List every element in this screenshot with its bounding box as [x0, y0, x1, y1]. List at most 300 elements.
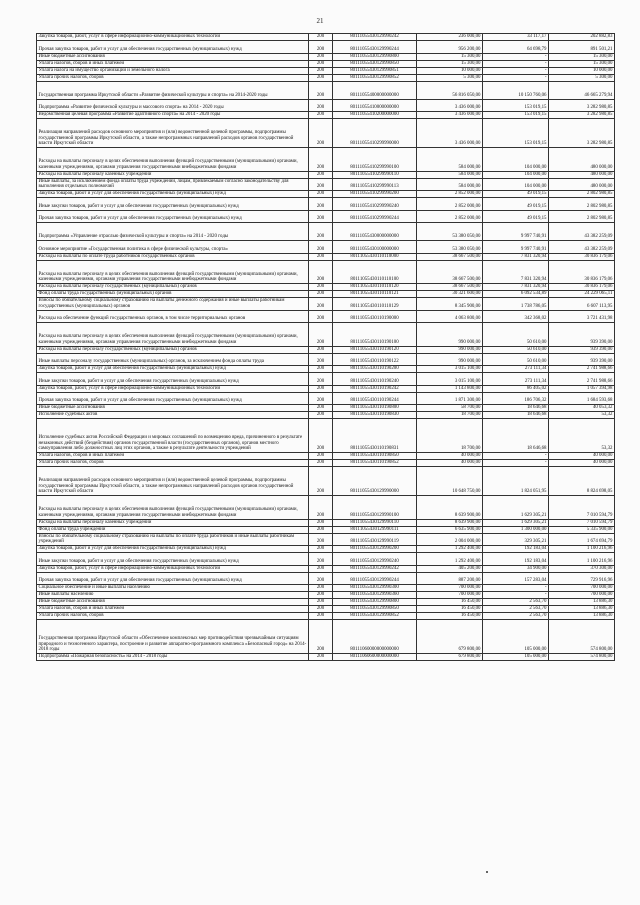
table-row — [37, 419, 615, 453]
table-row — [37, 298, 615, 311]
row-budget-code: 80111055430129990300 — [333, 585, 417, 592]
row-executed-amount: 34 900,00 — [483, 565, 549, 572]
row-executed-amount: 192 183,04 — [483, 546, 549, 553]
table-row — [37, 41, 615, 54]
row-approved-amount: 2 852 000,00 — [417, 191, 483, 198]
row-name: Исполнение судебных актов — [37, 412, 309, 419]
row-unexecuted-amount: 480 000,00 — [549, 178, 615, 191]
row-unexecuted-amount: 13 886,30 — [549, 613, 615, 620]
row-name: Расходы на выплаты по оплате труда работников государственных органов — [37, 253, 309, 260]
row-name: Реализация направлений расходов основного мероприятия и (или) ведомственной целевой программы, подпрограммы государственной программы Иркутской области, а также непрограммных направлений расходов органов государственной власти Иркутской области — [37, 119, 309, 148]
row-grbs-code: 200 — [309, 291, 333, 298]
row-unexecuted-amount: 3 721 431,98 — [549, 310, 615, 323]
table-row — [37, 74, 615, 81]
row-grbs-code: 200 — [309, 496, 333, 520]
row-budget-code: 80111055430110110120 — [333, 284, 417, 291]
row-name: Закупка товаров, работ, услуг в сфере информационно-коммуникационных технологий — [37, 385, 309, 392]
row-unexecuted-amount: 939 390,00 — [549, 346, 615, 353]
row-executed-amount: 7 831 320,94 — [483, 253, 549, 260]
row-executed-amount: - — [483, 592, 549, 599]
row-unexecuted-amount: 30 836 179,06 — [549, 253, 615, 260]
row-grbs-code: 200 — [309, 53, 333, 60]
row-grbs-code: 200 — [309, 178, 333, 191]
row-name: Расходы на выплаты персоналу государственных (муниципальных) органов — [37, 346, 309, 353]
row-unexecuted-amount: 40 053,32 — [549, 405, 615, 412]
row-approved-amount: 2 004 000,00 — [417, 533, 483, 546]
row-approved-amount: 990 000,00 — [417, 346, 483, 353]
row-executed-amount: 7 831 320,94 — [483, 260, 549, 284]
row-grbs-code: 200 — [309, 585, 333, 592]
row-name: Государственная программа Иркутской области «Развитие физической культуры и спорта» на 2014-2020 годы — [37, 81, 309, 99]
row-name: Взносы по обязательному социальному страхованию на выплаты по оплате труда работников и иные выплаты работникам учреждений — [37, 533, 309, 546]
row-approved-amount: 53 380 050,00 — [417, 223, 483, 241]
row-grbs-code: 200 — [309, 171, 333, 178]
row-executed-amount: 50 610,00 — [483, 323, 549, 347]
row-unexecuted-amount: 370 300,00 — [549, 565, 615, 572]
table-row — [37, 191, 615, 198]
table-row — [37, 284, 615, 291]
row-grbs-code: 200 — [309, 74, 333, 81]
scan-dot-mark — [486, 871, 488, 873]
row-approved-amount: 38 667 500,00 — [417, 284, 483, 291]
row-approved-amount: 990 000,00 — [417, 353, 483, 366]
row-grbs-code: 200 — [309, 467, 333, 496]
row-name: Исполнение судебных актов Российской Федерации и мировых соглашений по возмещению вреда, причиненного в результате незаконных действий (бездействия) органов государственной власти (государственных органов), органов местного самоуправления либо должностных лиц этих органов, а также в результате деятельности учреждений — [37, 419, 309, 453]
row-name: Уплата налогов, сборов и иных платежей — [37, 60, 309, 67]
row-budget-code: 80111055430129990244 — [333, 572, 417, 585]
row-unexecuted-amount: 2 802 980,85 — [549, 191, 615, 198]
row-name: Закупка товаров, работ, услуг в сфере информационно-коммуникационных технологий — [37, 565, 309, 572]
row-approved-amount: 16 450,00 — [417, 599, 483, 606]
row-unexecuted-amount: 8 824 698,05 — [549, 467, 615, 496]
row-grbs-code: 200 — [309, 353, 333, 366]
table-row — [37, 198, 615, 211]
row-grbs-code: 200 — [309, 298, 333, 311]
row-grbs-code: 200 — [309, 453, 333, 460]
row-budget-code: 80111055430110190850 — [333, 453, 417, 460]
row-grbs-code: 200 — [309, 599, 333, 606]
row-approved-amount: 3 436 000,00 — [417, 112, 483, 119]
row-approved-amount: 38 667 500,00 — [417, 253, 483, 260]
row-name: Прочая закупка товаров, работ и услуг для обеспечения государственных (муниципальных) нужд — [37, 210, 309, 223]
table-row — [37, 34, 615, 41]
row-unexecuted-amount: 2 741 988,66 — [549, 373, 615, 386]
row-name: Расходы на выплаты персоналу государственных (муниципальных) органов — [37, 284, 309, 291]
row-approved-amount: 3 015 100,00 — [417, 373, 483, 386]
row-name: Расходы на выплаты персоналу казенных учреждений — [37, 171, 309, 178]
row-approved-amount: 30 321 600,00 — [417, 291, 483, 298]
row-executed-amount: 104 000,00 — [483, 148, 549, 172]
table-row — [37, 654, 615, 661]
row-approved-amount: 6 635 900,00 — [417, 526, 483, 533]
row-approved-amount: 1 292 400,00 — [417, 553, 483, 566]
row-approved-amount: 1 292 400,00 — [417, 546, 483, 553]
row-name: Иные выплаты, за исключением фонда оплаты труда учреждений, лицам, привлекаемым согласно законодательству для выполнения отдельных полномочий — [37, 178, 309, 191]
row-budget-code: 80111055430100000000 — [333, 241, 417, 254]
row-grbs-code: 200 — [309, 241, 333, 254]
row-budget-code: 80111055430129990852 — [333, 613, 417, 620]
row-approved-amount: 10 648 750,00 — [417, 467, 483, 496]
table-row — [37, 353, 615, 366]
row-budget-code: 80111055430110190800 — [333, 405, 417, 412]
row-grbs-code: 200 — [309, 191, 333, 198]
row-grbs-code: 200 — [309, 526, 333, 533]
row-approved-amount: 405 200,00 — [417, 565, 483, 572]
row-name: Расходы на выплаты персоналу в целях обеспечения выполнения функций государственными (муниципальными) органами, казенными учреждениями, органами управления государственными внебюджетными фондами — [37, 496, 309, 520]
row-executed-amount: 9 997 740,91 — [483, 223, 549, 241]
row-name: Расходы на выплаты персоналу казенных учреждений — [37, 519, 309, 526]
row-unexecuted-amount: 202 882,83 — [549, 34, 615, 41]
row-unexecuted-amount: 53,32 — [549, 412, 615, 419]
row-approved-amount: 16 450,00 — [417, 606, 483, 613]
row-grbs-code: 200 — [309, 654, 333, 661]
row-budget-code: 80111055410299990113 — [333, 178, 417, 191]
row-name: Прочая закупка товаров, работ и услуг для обеспечения государственных (муниципальных) нужд — [37, 572, 309, 585]
row-unexecuted-amount: 2 802 980,85 — [549, 198, 615, 211]
table-row — [37, 606, 615, 613]
row-unexecuted-amount: 24 229 065,11 — [549, 291, 615, 298]
row-executed-amount: 104 000,00 — [483, 178, 549, 191]
row-budget-code: 80111055430129990851 — [333, 67, 417, 74]
row-approved-amount: 584 000,00 — [417, 171, 483, 178]
row-executed-amount: 6 092 534,89 — [483, 291, 549, 298]
table-row — [37, 526, 615, 533]
table-row — [37, 60, 615, 67]
row-executed-amount: 86 405,02 — [483, 385, 549, 392]
row-approved-amount: 887 200,00 — [417, 572, 483, 585]
table-row — [37, 119, 615, 148]
row-name: Закупка товаров, работ, услуг в сфере информационно-коммуникационных технологий — [37, 34, 309, 41]
row-executed-amount: 18 646,68 — [483, 405, 549, 412]
row-name: Основное мероприятие «Государственная политика в сфере физической культуры, спорта» — [37, 241, 309, 254]
row-executed-amount: 7 831 320,94 — [483, 284, 549, 291]
row-name: Уплата налогов, сборов и иных платежей — [37, 453, 309, 460]
table-row — [37, 613, 615, 620]
row-name: Реализация направлений расходов основного мероприятия и (или) ведомственной целевой программы, подпрограммы государственной программы Иркутской области, а также непрограммных направлений расходов органов государственной власти Иркутской области — [37, 467, 309, 496]
row-grbs-code: 200 — [309, 253, 333, 260]
row-grbs-code: 200 — [309, 346, 333, 353]
row-approved-amount: 18 700,00 — [417, 412, 483, 419]
row-executed-amount: 18 646,68 — [483, 419, 549, 453]
row-name: Подпрограмма «Управление отраслью физической культуры и спорта» на 2014 - 2020 годы — [37, 223, 309, 241]
row-grbs-code: 200 — [309, 119, 333, 148]
row-unexecuted-amount: 700 000,00 — [549, 585, 615, 592]
row-budget-code: 80111055430129990000 — [333, 467, 417, 496]
row-budget-code: 80111055430110190830 — [333, 412, 417, 419]
row-executed-amount: - — [483, 53, 549, 60]
row-name: Ведомственная целевая программа «Развитие адаптивного спорта» на 2014 - 2020 годы — [37, 112, 309, 119]
row-budget-code: 80111055430129990850 — [333, 606, 417, 613]
table-row — [37, 310, 615, 323]
row-unexecuted-amount: 3 282 980,85 — [549, 99, 615, 112]
row-grbs-code: 200 — [309, 148, 333, 172]
page-number: 21 — [316, 17, 324, 25]
row-approved-amount: 58 700,00 — [417, 405, 483, 412]
row-grbs-code: 200 — [309, 592, 333, 599]
row-unexecuted-amount: 13 886,30 — [549, 599, 615, 606]
row-approved-amount: 3 015 100,00 — [417, 366, 483, 373]
row-executed-amount: 50 610,00 — [483, 353, 549, 366]
row-budget-code: 80111060000000000000 — [333, 620, 417, 654]
row-approved-amount: 584 000,00 — [417, 148, 483, 172]
row-executed-amount: 33 117,17 — [483, 34, 549, 41]
row-name: Закупка товаров, работ и услуг для обеспечения государственных (муниципальных) нужд — [37, 191, 309, 198]
row-name: Расходы на выплаты персоналу в целях обеспечения выполнения функций государственными (муниципальными) органами, казенными учреждениями, органами управления государственными внебюджетными фондами — [37, 148, 309, 172]
row-name: Иные выплаты населению — [37, 592, 309, 599]
row-executed-amount: 153 019,15 — [483, 112, 549, 119]
row-unexecuted-amount: 574 800,00 — [549, 654, 615, 661]
row-grbs-code: 200 — [309, 81, 333, 99]
row-executed-amount: 1 629 305,21 — [483, 519, 549, 526]
row-approved-amount: 40 000,00 — [417, 453, 483, 460]
row-executed-amount: 186 706,32 — [483, 392, 549, 405]
row-unexecuted-amount: 40 000,00 — [549, 460, 615, 467]
row-unexecuted-amount: 15 300,00 — [549, 53, 615, 60]
row-approved-amount: 1 143 800,00 — [417, 385, 483, 392]
row-unexecuted-amount: 7 010 594,79 — [549, 519, 615, 526]
row-name: Расходы на выплаты персоналу в целях обеспечения выполнения функций государственными (муниципальными) органами, казенными учреждениями, органами управления государственными внебюджетными фондами — [37, 260, 309, 284]
row-budget-code: 80111055430129990240 — [333, 553, 417, 566]
row-unexecuted-amount: 939 390,00 — [549, 353, 615, 366]
row-name: Уплата прочих налогов, сборов — [37, 613, 309, 620]
row-name: Уплата прочих налогов, сборов — [37, 74, 309, 81]
row-approved-amount: 16 450,00 — [417, 613, 483, 620]
row-budget-code: 80111055430129990242 — [333, 565, 417, 572]
row-unexecuted-amount: 7 010 594,79 — [549, 496, 615, 520]
row-budget-code: 80111055430000000000 — [333, 223, 417, 241]
row-grbs-code: 200 — [309, 460, 333, 467]
row-executed-amount: - — [483, 460, 549, 467]
row-approved-amount: 38 667 500,00 — [417, 260, 483, 284]
row-approved-amount: 56 816 050,00 — [417, 81, 483, 99]
row-executed-amount: 1 738 786,05 — [483, 298, 549, 311]
table-row — [37, 223, 615, 241]
table-row — [37, 546, 615, 553]
row-grbs-code: 200 — [309, 419, 333, 453]
row-executed-amount: 1 629 305,21 — [483, 496, 549, 520]
row-budget-code: 80111055430110110129 — [333, 298, 417, 311]
row-unexecuted-amount: 1 100 216,96 — [549, 553, 615, 566]
row-unexecuted-amount: 1 684 593,68 — [549, 392, 615, 405]
row-budget-code: 80111055430110190852 — [333, 460, 417, 467]
row-grbs-code: 200 — [309, 210, 333, 223]
row-executed-amount: 1 824 051,95 — [483, 467, 549, 496]
row-budget-code: 80111055410299990110 — [333, 171, 417, 178]
table-row — [37, 585, 615, 592]
row-budget-code: 80111060600000000000 — [333, 654, 417, 661]
row-executed-amount: - — [483, 67, 549, 74]
row-grbs-code: 200 — [309, 198, 333, 211]
row-grbs-code: 200 — [309, 533, 333, 546]
row-approved-amount: 53 380 050,00 — [417, 241, 483, 254]
row-budget-code: 80111055430129990850 — [333, 60, 417, 67]
row-unexecuted-amount: 5 335 900,00 — [549, 526, 615, 533]
row-name: Фонд оплаты труда государственных (муниципальных) органов — [37, 291, 309, 298]
row-executed-amount: 273 111,34 — [483, 373, 549, 386]
table-row — [37, 412, 615, 419]
row-grbs-code: 200 — [309, 412, 333, 419]
row-budget-code: 80111055430110190122 — [333, 353, 417, 366]
row-unexecuted-amount: 2 802 980,85 — [549, 210, 615, 223]
row-unexecuted-amount: 1 100 216,96 — [549, 546, 615, 553]
row-name: Уплата прочих налогов, сборов — [37, 460, 309, 467]
table-row — [37, 253, 615, 260]
row-name: Расходы на обеспечение функций государственных органов, в том числе территориальных органов — [37, 310, 309, 323]
row-executed-amount: 2 563,70 — [483, 606, 549, 613]
row-approved-amount: 3 436 000,00 — [417, 119, 483, 148]
table-row — [37, 519, 615, 526]
row-unexecuted-amount: 6 607 113,95 — [549, 298, 615, 311]
row-budget-code: 80111055430129990800 — [333, 53, 417, 60]
row-name: Уплата налога на имущество организаций и земельного налога — [37, 67, 309, 74]
table-row — [37, 323, 615, 347]
table-row — [37, 460, 615, 467]
row-unexecuted-amount: 939 390,00 — [549, 323, 615, 347]
row-budget-code: 80111055430110190120 — [333, 346, 417, 353]
row-executed-amount: 157 283,04 — [483, 572, 549, 585]
row-unexecuted-amount: 3 282 980,85 — [549, 112, 615, 119]
row-executed-amount: 192 183,04 — [483, 553, 549, 566]
row-name: Взносы по обязательному социальному страхованию на выплаты денежного содержания и иные выплаты работникам государственных (муниципальных) органов — [37, 298, 309, 311]
row-unexecuted-amount: 480 000,00 — [549, 171, 615, 178]
row-approved-amount: 2 852 000,00 — [417, 198, 483, 211]
row-name: Иные закупки товаров, работ и услуг для обеспечения государственных (муниципальных) нужд — [37, 373, 309, 386]
row-grbs-code: 200 — [309, 323, 333, 347]
row-budget-code: 80111055410299990244 — [333, 210, 417, 223]
row-budget-code: 80111055410200000000 — [333, 112, 417, 119]
row-grbs-code: 200 — [309, 565, 333, 572]
row-executed-amount: 2 563,70 — [483, 599, 549, 606]
table-row — [37, 291, 615, 298]
row-approved-amount: 40 000,00 — [417, 460, 483, 467]
row-name: Уплата налогов, сборов и иных платежей — [37, 606, 309, 613]
row-unexecuted-amount: 43 382 259,09 — [549, 223, 615, 241]
row-unexecuted-amount: 700 000,00 — [549, 592, 615, 599]
row-executed-amount: 9 997 740,91 — [483, 241, 549, 254]
table-row — [37, 346, 615, 353]
row-approved-amount: 8 639 900,00 — [417, 496, 483, 520]
row-budget-code: 80111055430129990244 — [333, 41, 417, 54]
table-row — [37, 67, 615, 74]
table-row — [37, 620, 615, 654]
table-row — [37, 405, 615, 412]
row-executed-amount: 18 646,68 — [483, 412, 549, 419]
row-name: Фонд оплаты труда учреждений — [37, 526, 309, 533]
row-approved-amount: 15 300,00 — [417, 53, 483, 60]
row-budget-code: 80111055430110110000 — [333, 253, 417, 260]
row-budget-code: 80111055430110110100 — [333, 260, 417, 284]
table-row — [37, 260, 615, 284]
row-grbs-code: 200 — [309, 366, 333, 373]
row-approved-amount: 4 063 800,00 — [417, 310, 483, 323]
row-budget-code: 80111055410299990240 — [333, 198, 417, 211]
row-executed-amount: 10 150 760,06 — [483, 81, 549, 99]
table-row — [37, 565, 615, 572]
table-row — [37, 467, 615, 496]
row-approved-amount: 584 000,00 — [417, 178, 483, 191]
row-name: Иные выплаты персоналу государственных (муниципальных) органов, за исключением фонда оплаты труда — [37, 353, 309, 366]
row-name: Иные бюджетные ассигнования — [37, 53, 309, 60]
row-grbs-code: 200 — [309, 405, 333, 412]
row-name: Расходы на выплаты персоналу в целях обеспечения выполнения функций государственными (муниципальными) органами, казенными учреждениями, органами управления государственными внебюджетными фондами — [37, 323, 309, 347]
row-grbs-code: 200 — [309, 553, 333, 566]
row-budget-code: 80111055410299990000 — [333, 119, 417, 148]
table-row — [37, 392, 615, 405]
row-budget-code: 80111055410299990200 — [333, 191, 417, 198]
row-grbs-code: 200 — [309, 223, 333, 241]
row-executed-amount: 50 610,00 — [483, 346, 549, 353]
row-budget-code: 80111055430110190200 — [333, 366, 417, 373]
row-unexecuted-amount: 5 300,00 — [549, 74, 615, 81]
row-approved-amount: 2 852 000,00 — [417, 210, 483, 223]
row-executed-amount: 1 300 000,00 — [483, 526, 549, 533]
table-row — [37, 148, 615, 172]
row-grbs-code: 200 — [309, 310, 333, 323]
table-row — [37, 210, 615, 223]
table-row — [37, 599, 615, 606]
row-budget-code: 80111055430110190100 — [333, 323, 417, 347]
table-row — [37, 81, 615, 99]
row-budget-code: 80111055400000000000 — [333, 81, 417, 99]
row-executed-amount: - — [483, 453, 549, 460]
row-unexecuted-amount: 729 916,96 — [549, 572, 615, 585]
table-row — [37, 553, 615, 566]
table-row — [37, 178, 615, 191]
row-executed-amount: 64 698,79 — [483, 41, 549, 54]
row-budget-code: 80111055430129990111 — [333, 526, 417, 533]
row-executed-amount: 105 000,00 — [483, 654, 549, 661]
row-unexecuted-amount: 15 300,00 — [549, 60, 615, 67]
row-executed-amount: 49 019,15 — [483, 198, 549, 211]
row-name: Иные закупки товаров, работ и услуг для обеспечения государственных (муниципальных) нужд — [37, 198, 309, 211]
row-approved-amount: 956 200,00 — [417, 41, 483, 54]
row-budget-code: 80111055430110190240 — [333, 373, 417, 386]
row-unexecuted-amount: 53,32 — [549, 419, 615, 453]
row-name: Иные бюджетные ассигнования — [37, 405, 309, 412]
row-executed-amount: - — [483, 74, 549, 81]
table-row — [37, 572, 615, 585]
row-executed-amount: - — [483, 60, 549, 67]
row-executed-amount: 342 368,02 — [483, 310, 549, 323]
row-unexecuted-amount: 891 501,21 — [549, 41, 615, 54]
row-approved-amount: 679 800,00 — [417, 654, 483, 661]
row-name: Прочая закупка товаров, работ и услуг для обеспечения государственных (муниципальных) нужд — [37, 41, 309, 54]
row-approved-amount: 8 639 900,00 — [417, 519, 483, 526]
row-approved-amount: 10 000,00 — [417, 67, 483, 74]
row-grbs-code: 200 — [309, 34, 333, 41]
row-grbs-code: 200 — [309, 99, 333, 112]
row-name: Социальное обеспечение и иные выплаты населению — [37, 585, 309, 592]
row-grbs-code: 200 — [309, 620, 333, 654]
row-name: Государственная программа Иркутской области «Обеспечение комплексных мер противодействия чрезвычайным ситуациям природного и техногенного характера, построение и развитие аппаратно-программного комплекса «Безопасный город» на 2014-2018 годы — [37, 620, 309, 654]
row-unexecuted-amount: 1 674 694,79 — [549, 533, 615, 546]
row-grbs-code: 200 — [309, 385, 333, 392]
row-budget-code: 80111055410299990100 — [333, 148, 417, 172]
row-approved-amount: 1 871 300,00 — [417, 392, 483, 405]
row-budget-code: 80111055430129990800 — [333, 599, 417, 606]
row-executed-amount: 153 019,15 — [483, 119, 549, 148]
row-approved-amount: 236 000,00 — [417, 34, 483, 41]
budget-table-body — [37, 34, 615, 661]
row-name: Закупка товаров, работ и услуг для обеспечения государственных (муниципальных) нужд — [37, 366, 309, 373]
row-executed-amount: 329 305,21 — [483, 533, 549, 546]
row-grbs-code: 200 — [309, 613, 333, 620]
row-executed-amount: - — [483, 585, 549, 592]
row-budget-code: 80111055430129990200 — [333, 546, 417, 553]
budget-table — [36, 33, 615, 661]
row-budget-code: 80111055430110190242 — [333, 385, 417, 392]
row-approved-amount: 700 000,00 — [417, 592, 483, 599]
